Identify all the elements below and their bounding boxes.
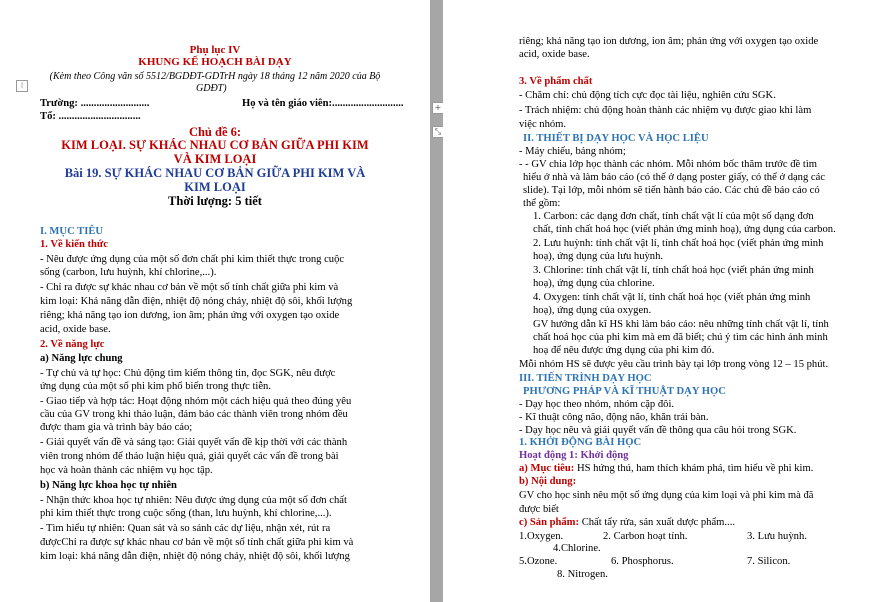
text-line: acid, oxide base.	[40, 324, 111, 335]
text-line: - Giải quyết vấn đề và sáng tạo: Giải quyết vấn đề kịp thời với các thành	[40, 437, 348, 448]
text-line: kim loại: khả năng dẫn điện, nhiệt độ nóng chảy, nhiệt độ sôi, khối lượng	[40, 551, 350, 562]
duration: Thời lượng: 5 tiết	[168, 194, 262, 208]
heading-general-competence: a) Năng lực chung	[40, 353, 123, 364]
lesson-title-2: KIM LOẠI	[184, 180, 246, 194]
text-line: ứng dụng của một số phi kim phổ biến trong thực tiễn.	[40, 381, 271, 392]
appendix-label: Phụ lục IV	[189, 44, 241, 56]
text-line: - Dạy học theo nhóm, nhóm cặp đôi.	[519, 399, 675, 410]
list-item: 1. Carbon: các dạng đơn chất, tính chất vật lí của một số dạng đơn	[533, 211, 814, 222]
list-item: 3. Chlorine: tính chất vật lí, tính chất hoá học (viết phản ứng minh	[533, 265, 814, 276]
group-field[interactable]: Tổ: ...............................	[40, 111, 141, 122]
text-line: đượcChỉ ra được sự khác nhau cơ bản về một số tính chất giữa phi kim và	[40, 537, 354, 548]
text-line: kim loại: Khả năng dẫn điện, nhiệt độ nóng chảy, nhiệt độ sôi, khối lượng	[40, 296, 353, 307]
lesson-title-1: Bài 19. SỰ KHÁC NHAU CƠ BẢN GIỮA PHI KIM VÀ	[64, 166, 366, 180]
text-line: Mỗi nhóm HS sẽ được yêu cầu trình bày tại lớp trong vòng 12 – 15 phút.	[519, 359, 829, 370]
page-gutter	[430, 0, 443, 602]
document-page-right[interactable]	[443, 0, 890, 602]
list-item: 4. Oxygen: tính chất vật lí, tính chất hoá học (viết phản ứng minh	[533, 292, 811, 303]
text-line: - Máy chiếu, bảng nhóm;	[519, 146, 626, 157]
text-line: sống (carbon, lưu huỳnh, khí chlorine,...).	[40, 267, 217, 278]
text-line: - Tự chủ và tự học: Chủ động tìm kiếm thông tin, đọc SGK, nêu được	[40, 368, 336, 379]
teacher-field[interactable]: Họ và tên giáo viên:...........................	[242, 98, 404, 109]
list-item: hoạ), ứng dụng của chlorine.	[533, 278, 655, 289]
goal-label: a) Mục tiêu:	[519, 463, 575, 474]
list-item: hoạ), ứng dụng của oxygen.	[533, 305, 652, 316]
note-line-1: (Kèm theo Công văn số 5512/BGDĐT-GDTrH ngày 18 tháng 12 năm 2020 của Bộ	[49, 71, 381, 82]
text-line: được biết	[519, 504, 559, 515]
text-line: GV cho học sinh nêu một số ứng dụng của kim loại và phi kim mà đã	[519, 490, 814, 501]
text-line: - Giao tiếp và hợp tác: Hoạt động nhóm một cách hiệu quả theo đúng yêu	[40, 396, 352, 407]
list-item: 4.Chlorine.	[553, 543, 601, 554]
heading-knowledge: 1. Về kiến thức	[40, 239, 108, 250]
text-line: riêng; khả năng tạo ion dương, ion âm; phản ứng với oxygen tạo oxide	[519, 36, 819, 47]
section-process: III. TIẾN TRÌNH DẠY HỌC	[519, 373, 652, 384]
product-label: c) Sản phẩm:	[519, 517, 580, 528]
text-line: viên trong nhóm để thảo luận hiệu quả, giải quyết các vấn đề trong bài	[40, 451, 339, 462]
text-line: GV hướng dẫn kĩ HS khi làm báo cáo: nêu những tính chất vật lí, tính	[533, 319, 829, 330]
heading-competence: 2. Về năng lực	[40, 339, 105, 350]
text-line: - Trách nhiệm: chủ động hoàn thành các nhiệm vụ được giao khi làm	[519, 105, 812, 116]
text-line: cầu của GV trong khi thảo luận, đảm bảo các thành viên trong nhóm đều	[40, 409, 348, 420]
goal-line	[519, 462, 813, 475]
list-item: 2. Lưu huỳnh: tính chất vật lí, tính chất hoá học (viết phản ứng minh	[533, 238, 824, 249]
text-line: - - GV chia lớp học thành các nhóm. Mỗi nhóm bốc thăm trước đề tìm	[519, 159, 818, 170]
text-line: acid, oxide base.	[519, 49, 590, 60]
topic-title-2: VÀ KIM LOẠI	[173, 152, 257, 166]
heading-warmup: 1. KHỞI ĐỘNG BÀI HỌC	[519, 437, 642, 448]
list-item: 6. Phosphorus.	[611, 556, 674, 567]
school-field[interactable]: Trường: ..........................	[40, 98, 150, 109]
text-line: hiểu ở nhà và làm báo cáo (có thể ở dạng poster giấy, có thể ở dạng các	[523, 172, 826, 183]
add-row-icon[interactable]: +	[432, 102, 444, 114]
text-line: - Kĩ thuật công não, động não, khăn trải bàn.	[519, 412, 709, 423]
heading-qualities: 3. Về phẩm chất	[519, 76, 593, 87]
text-line: việc nhóm.	[519, 119, 567, 130]
list-item: 8. Nitrogen.	[557, 569, 608, 580]
list-item: 3. Lưu huỳnh.	[747, 531, 807, 542]
content-label: b) Nội dung:	[519, 476, 577, 487]
list-item: 1.Oxygen.	[519, 531, 564, 542]
list-item: 7. Silicon.	[747, 556, 791, 567]
plan-title: KHUNG KẾ HOẠCH BÀI DẠY	[138, 56, 292, 68]
text-line: - Chỉ ra được sự khác nhau cơ bản về một số tính chất giữa phi kim và	[40, 282, 339, 293]
text-line: học và hoàn thành các nhiệm vụ học tập.	[40, 465, 213, 476]
list-item: 5.Ozone.	[519, 556, 558, 567]
product-line	[519, 516, 735, 529]
section-equipment: II. THIẾT BỊ DẠY HỌC VÀ HỌC LIỆU	[523, 133, 709, 144]
list-item: chất, tính chất hoá học (viết phản ứng minh hoạ), ứng dụng của carbon.	[533, 224, 836, 235]
table-move-handle-icon[interactable]: ⁝	[16, 80, 28, 92]
topic-title-1: KIM LOẠI. SỰ KHÁC NHAU CƠ BẢN GIỮA PHI KIM	[61, 138, 369, 152]
text-line: thể gồm:	[523, 198, 561, 209]
text-line: riêng; khả năng tạo ion dương, ion âm; phản ứng với oxygen tạo oxide	[40, 310, 340, 321]
text-line: phi kim thiết thực trong cuộc sống (than, lưu huỳnh, khí chlorine,...).	[40, 508, 332, 519]
note-line-2: GDĐT)	[196, 83, 227, 94]
topic-number: Chủ đề 6:	[188, 125, 242, 139]
text-line: chất hoá học của phi kim mà em đã biết; chú ý tìm các hình ảnh minh	[533, 332, 828, 343]
list-item: 2. Carbon hoạt tính.	[603, 531, 688, 542]
heading-science-competence: b) Năng lực khoa học tự nhiên	[40, 480, 177, 491]
text-line: slide). Tại lớp, mỗi nhóm sẽ tiến hành báo cáo. Các chủ đề báo cáo có	[523, 185, 820, 196]
text-line: được tham gia và trình bày báo cáo;	[40, 422, 193, 433]
text-line: hoạ để nêu được ứng dụng của phi kim đó.	[533, 345, 715, 356]
resize-handle-icon[interactable]: ⤡	[432, 126, 444, 138]
goal-text: HS hứng thú, ham thích khám phá, tìm hiểu về phi kim.	[574, 463, 814, 474]
section-objectives: I. MỤC TIÊU	[40, 226, 104, 237]
text-line: - Chăm chỉ: chủ động tích cực đọc tài liệu, nghiên cứu SGK.	[519, 90, 776, 101]
heading-methods: PHƯƠNG PHÁP VÀ KĨ THUẬT DẠY HỌC	[523, 386, 726, 397]
product-text: Chất tẩy rửa, sản xuất dược phẩm....	[579, 517, 735, 528]
list-item: hoạ), ứng dụng của lưu huỳnh.	[533, 251, 664, 262]
text-line: - Nêu được ứng dụng của một số đơn chất phi kim thiết thực trong cuộc	[40, 254, 345, 265]
activity-1-title: Hoạt động 1: Khởi động	[519, 450, 629, 461]
text-line: - Dạy học nêu và giải quyết vấn đề thông qua câu hỏi trong SGK.	[519, 425, 797, 436]
text-line: - Tìm hiểu tự nhiên: Quan sát và so sánh các dự liệu, nhận xét, rút ra	[40, 523, 331, 534]
text-line: - Nhận thức khoa học tự nhiên: Nêu được ứng dụng của một số đơn chất	[40, 495, 347, 506]
document-page-left[interactable]	[0, 0, 430, 602]
